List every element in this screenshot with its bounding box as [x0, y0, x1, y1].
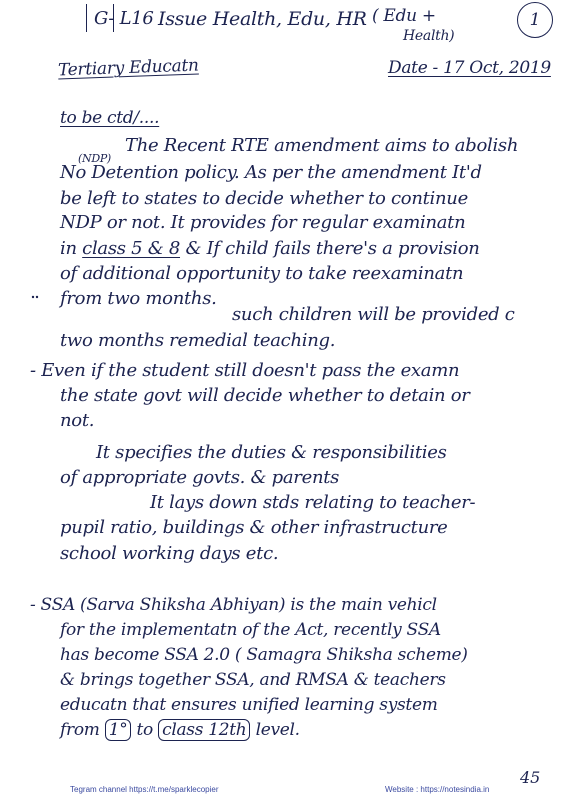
date-stamp: Date - 17 Oct, 2019 [388, 58, 551, 78]
page-number: 45 [520, 768, 541, 787]
text-line: for the implementatn of the Act, recently SSA [60, 620, 441, 640]
text-line: & brings together SSA, and RMSA & teachers [60, 670, 446, 690]
text-line: of appropriate govts. & parents [60, 467, 340, 488]
text-line: be left to states to decide whether to continue [60, 188, 468, 209]
subject-title: Issue Health, Edu, HR [158, 8, 367, 30]
text-line: two months remedial teaching. [60, 330, 336, 351]
subject-note-2: Health) [403, 28, 455, 44]
class-5-8-highlight: class 5 & 8 [82, 238, 181, 259]
text-line: educatn that ensures unified learning system [60, 695, 438, 715]
text-line: NDP or not. It provides for regular examinatn [60, 212, 466, 233]
text-segment: level. [255, 720, 300, 740]
footer-telegram-link[interactable]: Tegram channel https://t.me/sparklecopier [70, 785, 219, 794]
text-line: It specifies the duties & responsibilities [96, 442, 447, 463]
ndp-abbr: (NDP) [78, 152, 111, 165]
text-line: not. [60, 410, 95, 431]
footer-website-link[interactable]: Website : https://notesindia.in [385, 785, 490, 794]
text-line [60, 238, 480, 259]
subject-code: G- L16 [94, 8, 154, 29]
continued-note: to be ctd/.... [60, 108, 160, 128]
text-line: - SSA (Sarva Shiksha Abhiyan) is the main vehicl [30, 595, 437, 615]
page-circle-number: 1 [517, 2, 553, 38]
text-segment: & If child fails there's a provision [185, 238, 480, 259]
text-segment: in [60, 238, 77, 259]
text-line: - Even if the student still doesn't pass the examn [30, 360, 460, 381]
text-line: It lays down stds relating to teacher- [150, 492, 476, 513]
text-line: from two months. [60, 288, 217, 309]
text-line: No Detention policy. As per the amendment It'd [60, 162, 482, 183]
margin-mark-icon [30, 292, 40, 302]
topic-title: Tertiary Educatn [57, 55, 199, 81]
class-12-box: class 12th [158, 719, 250, 741]
primary-level-box: 1° [105, 719, 132, 741]
text-line: The Recent RTE amendment aims to abolish [125, 135, 519, 156]
text-line: the state govt will decide whether to detain or [60, 385, 470, 406]
text-segment: from [60, 720, 100, 740]
text-line: of additional opportunity to take reexaminatn [60, 263, 464, 284]
text-line: school working days etc. [60, 543, 279, 564]
subject-note-1: ( Edu + [372, 6, 436, 26]
text-line: such children will be provided c [232, 304, 515, 325]
text-line: has become SSA 2.0 ( Samagra Shiksha scheme) [60, 645, 468, 665]
text-segment: to [136, 720, 153, 740]
text-line [60, 720, 300, 740]
text-line: pupil ratio, buildings & other infrastructure [60, 517, 448, 538]
